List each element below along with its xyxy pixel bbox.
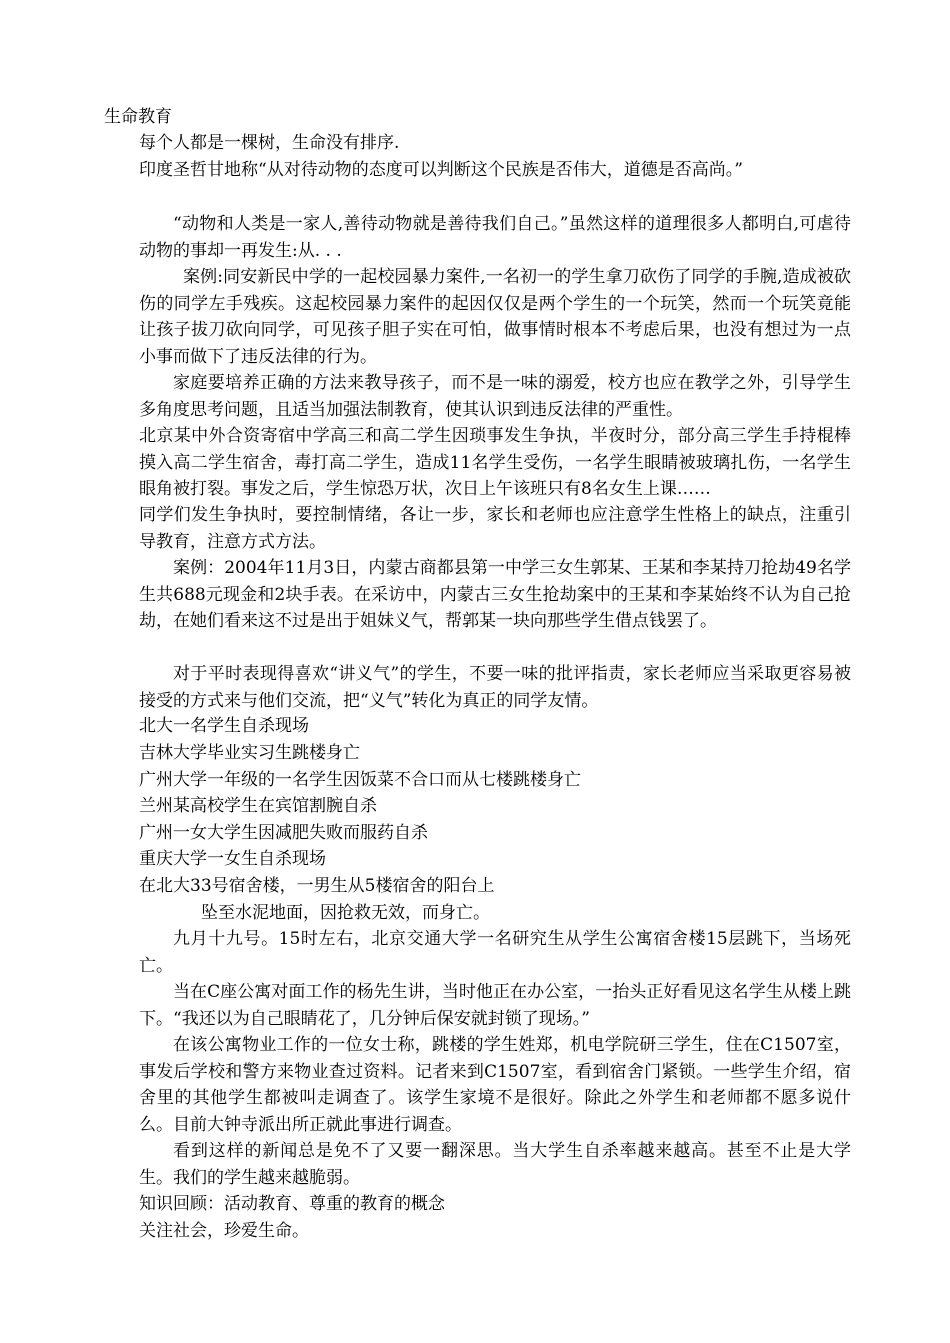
paragraph-tree: 每个人都是一棵树，生命没有排序. <box>139 133 400 153</box>
paragraph-family-education: 家庭要培养正确的方法来教导孩子，而不是一味的溺爱，校方也应在教学之外，引导学生多角度思考问题，且适当加强法制教育，使其认识到违反法律的严重性。 <box>139 373 851 420</box>
list-item: 兰州某高校学生在宾馆割腕自杀 <box>139 796 377 816</box>
document-title: 生命教育 <box>104 107 172 127</box>
paragraph-control-emotions: 同学们发生争执时，要控制情绪，各让一步，家长和老师也应注意学生性格上的缺点，注重引导教育，注意方式方法。 <box>139 505 851 552</box>
list-item: 广州大学一年级的一名学生因饭菜不合口而从七楼跳楼身亡 <box>139 770 581 790</box>
paragraph-gandhi-quote: 印度圣哲甘地称“从对待动物的态度可以判断这个民族是否伟大，道德是否高尚。” <box>139 160 743 180</box>
paragraph-cherish-life: 关注社会，珍爱生命。 <box>139 1221 309 1241</box>
paragraph-sept-19: 九月十九号。15时左右，北京交通大学一名研究生从学生公寓宿舍楼15层跳下，当场死亡。 <box>139 929 851 976</box>
list-item: 重庆大学一女生自杀现场 <box>139 849 326 869</box>
paragraph-beijing-case: 北京某中外合资寄宿中学高三和高二学生因琐事发生争执，半夜时分，部分高三学生手持棍棒摸入高二学生宿舍，毒打高二学生，造成11名学生受伤，一名学生眼睛被玻璃扎伤，一名学生眼角被打裂。事发之后，学生惊恐万状，次日上午该班只有8名女生上课…… <box>139 426 851 499</box>
list-item: 北大一名学生自杀现场 <box>139 716 309 736</box>
paragraph-reflection: 看到这样的新闻总是免不了又要一翻深思。当大学生自杀率越来越高。甚至不止是大学生。我们的学生越来越脆弱。 <box>139 1141 851 1188</box>
paragraph-case-inner-mongolia: 案例：2004年11月3日，内蒙古商都县第一中学三女生郭某、王某和李某持刀抢劫49名学生共688元现金和2块手表。在采访中，内蒙古三女生抢劫案中的王某和李某始终不认为自己抢劫，在她们看来这不过是出于姐妹义气，帮郭某一块向那些学生借点钱罢了。 <box>139 558 851 631</box>
paragraph-witness-yang: 当在C座公寓对面工作的杨先生讲，当时他正在办公室，一抬头正好看见这名学生从楼上跳下。“我还以为自己眼睛花了，几分钟后保安就封锁了现场。” <box>139 982 851 1029</box>
paragraph-case-tongan: 案例:同安新民中学的一起校园暴力案件,一名初一的学生拿刀砍伤了同学的手腕,造成被砍伤的同学左手残疾。这起校园暴力案件的起因仅仅是两个学生的一个玩笑，然而一个玩笑竟能让孩子拔刀砍向同学，可见孩子胆子实在可怕，做事情时根本不考虑后果，也没有想过为一点小事而做下了违反法律的行为。 <box>139 267 851 367</box>
paragraph-animals: “动物和人类是一家人,善待动物就是善待我们自己。”虽然这样的道理很多人都明白,可虐待动物的事却一再发生:从. . . <box>139 214 851 261</box>
paragraph-loyalty: 对于平时表现得喜欢“讲义气”的学生，不要一味的批评指责，家长老师应当采取更容易被接受的方式来与他们交流，把“义气”转化为真正的同学友情。 <box>139 664 851 711</box>
list-item: 广州一女大学生因减肥失败而服药自杀 <box>139 823 428 843</box>
paragraph-pku-dorm: 在北大33号宿舍楼，一男生从5楼宿舍的阳台上 <box>139 876 495 896</box>
paragraph-knowledge-review: 知识回顾：活动教育、尊重的教育的概念 <box>139 1194 445 1214</box>
list-item: 吉林大学毕业实习生跳楼身亡 <box>139 743 360 763</box>
paragraph-fell-to-ground: 坠至水泥地面，因抢救无效，而身亡。 <box>201 903 490 923</box>
paragraph-property-staff: 在该公寓物业工作的一位女士称，跳楼的学生姓郑，机电学院研三学生，住在C1507室，事发后学校和警方来物业查过资料。记者来到C1507室，看到宿舍门紧锁。一些学生介绍，宿舍里的其他学生都被叫走调查了。该学生家境不是很好。除此之外学生和老师都不愿多说什么。目前大钟寺派出所正就此事进行调查。 <box>139 1035 851 1135</box>
